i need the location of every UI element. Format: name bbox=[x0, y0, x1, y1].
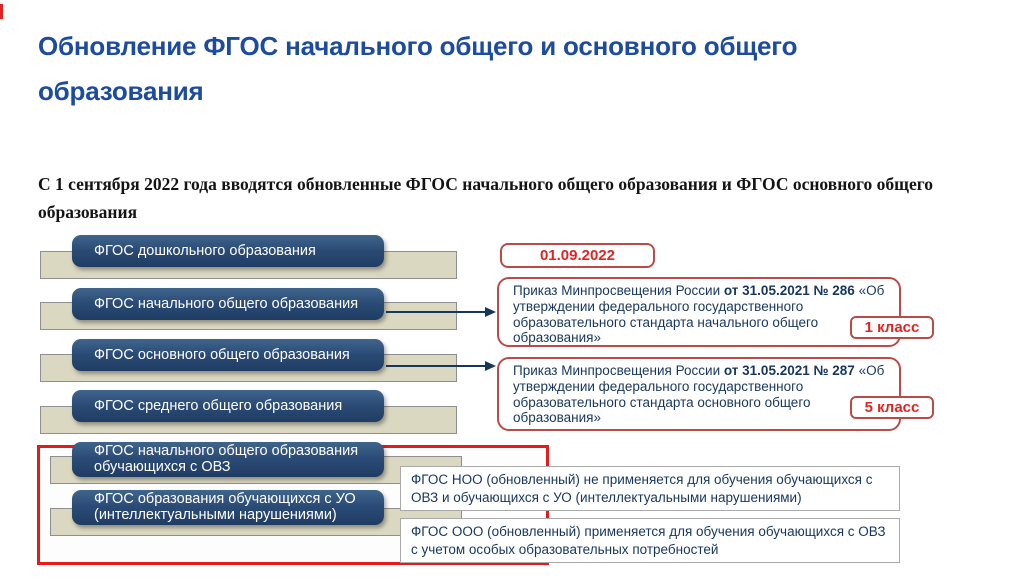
order-box-286 bbox=[497, 277, 901, 347]
level-button-doshkolnogo bbox=[72, 235, 384, 267]
level-button-ovz bbox=[72, 442, 384, 477]
class-badge-2 bbox=[850, 396, 934, 419]
level-label: ФГОС образования обучающихся с УО (интеллектуальными нарушениями) bbox=[94, 491, 356, 523]
note-box-fgos-ooo bbox=[400, 518, 900, 563]
level-button-osnovnogo bbox=[72, 339, 384, 371]
level-button-srednego bbox=[72, 390, 384, 422]
date-badge bbox=[500, 243, 655, 268]
page-title: Обновление ФГОС начального общего и основного общего образования bbox=[38, 31, 798, 106]
note-box-fgos-noo bbox=[400, 466, 900, 511]
intro-paragraph: С 1 сентября 2022 года вводятся обновленные ФГОС начального общего образования и ФГОС основного общего образования bbox=[38, 174, 933, 222]
level-label: ФГОС начального общего образования обучающихся с ОВЗ bbox=[94, 443, 359, 475]
order-prefix: Приказ Минпросвещения России bbox=[513, 363, 721, 378]
level-button-uo bbox=[72, 490, 384, 525]
order-subject: «Об утверждении федерального государственного образовательного стандарта начального общего образования» bbox=[513, 283, 885, 346]
order-prefix: Приказ Минпросвещения России bbox=[513, 283, 721, 298]
arrow-nachalnoe-to-order-icon bbox=[386, 311, 486, 313]
level-label: ФГОС основного общего образования bbox=[94, 347, 350, 363]
date-badge-label: 01.09.2022 bbox=[539, 247, 616, 264]
level-label: ФГОС начального общего образования bbox=[94, 296, 359, 312]
order-box-287 bbox=[497, 357, 901, 431]
note-text: ФГОС НОО (обновленный) не применяется для обучения обучающихся с ОВЗ и обучающихся с УО (интеллектуальными нарушениями) bbox=[411, 472, 873, 505]
class-badge-1 bbox=[850, 316, 934, 339]
note-text: ФГОС ООО (обновленный) применяется для обучения обучающихся с ОВЗ с учетом особых образовательных потребностей bbox=[411, 524, 886, 557]
class-badge-label: 1 класс bbox=[864, 319, 920, 336]
level-label: ФГОС среднего общего образования bbox=[94, 398, 343, 414]
order-subject: «Об утверждении федерального государственного образовательного стандарта основного общего образования» bbox=[513, 363, 885, 426]
red-accent-tick bbox=[0, 4, 3, 19]
order-date-number: от 31.05.2021 № 287 bbox=[723, 363, 855, 378]
arrow-osnovnoe-to-order-icon bbox=[386, 365, 486, 367]
level-label: ФГОС дошкольного образования bbox=[94, 243, 316, 259]
class-badge-label: 5 класс bbox=[864, 399, 920, 416]
level-button-nachalnogo bbox=[72, 288, 384, 320]
order-date-number: от 31.05.2021 № 286 bbox=[723, 283, 855, 298]
